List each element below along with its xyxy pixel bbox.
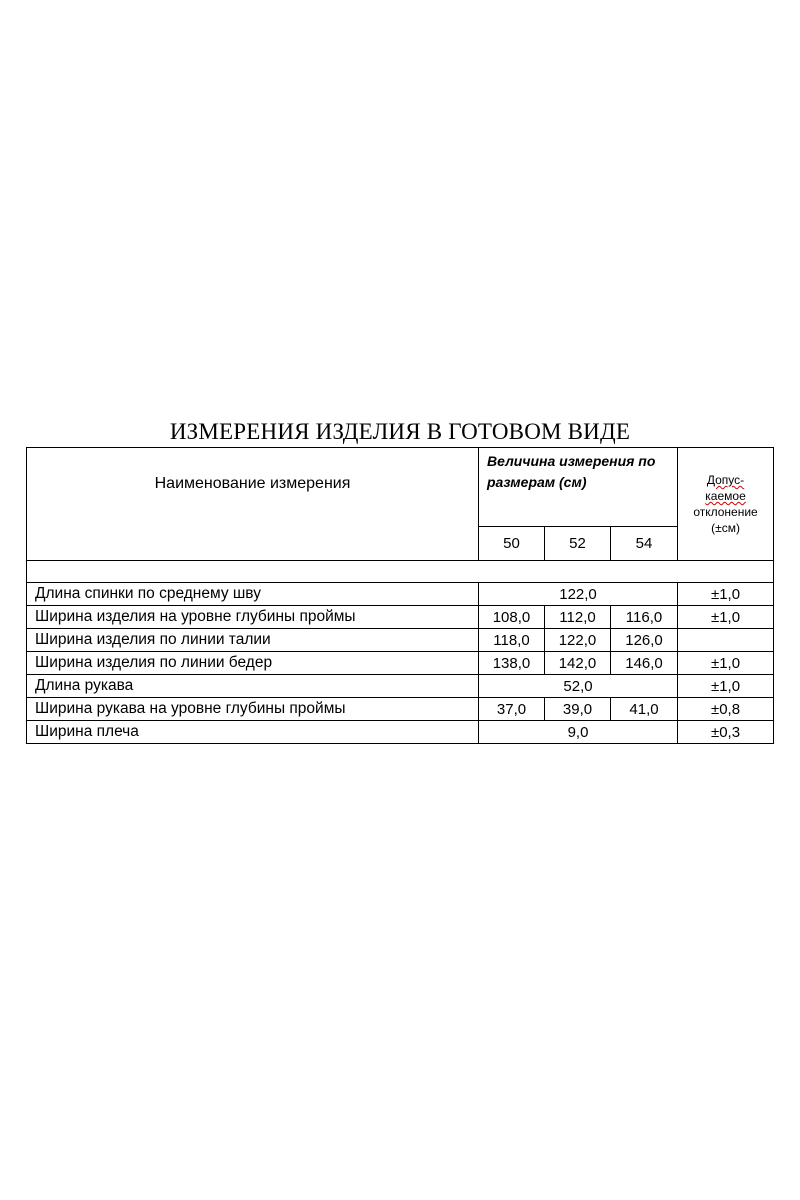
row-tolerance xyxy=(678,629,774,652)
row-tolerance: ±1,0 xyxy=(678,606,774,629)
header-tolerance-line3: отклонение xyxy=(693,505,758,519)
row-tolerance: ±0,8 xyxy=(678,698,774,721)
row-value-54: 126,0 xyxy=(611,629,678,652)
row-name: Ширина плеча xyxy=(27,721,479,744)
row-value-50: 118,0 xyxy=(479,629,545,652)
row-tolerance: ±0,3 xyxy=(678,721,774,744)
row-name: Ширина изделия по линии бедер xyxy=(27,652,479,675)
header-row xyxy=(27,448,774,527)
row-tolerance: ±1,0 xyxy=(678,675,774,698)
row-value-54: 146,0 xyxy=(611,652,678,675)
row-value-54: 41,0 xyxy=(611,698,678,721)
table-row xyxy=(27,606,774,629)
table-row xyxy=(27,583,774,606)
size-52-header: 52 xyxy=(545,526,611,560)
row-value-50: 108,0 xyxy=(479,606,545,629)
row-merged-value: 9,0 xyxy=(479,721,678,744)
header-size-group: Величина измерения по размерам (см) xyxy=(479,448,678,527)
row-tolerance: ±1,0 xyxy=(678,652,774,675)
row-value-50: 37,0 xyxy=(479,698,545,721)
row-value-52: 112,0 xyxy=(545,606,611,629)
header-tolerance-line1: Допус- xyxy=(706,473,745,487)
size-54-header: 54 xyxy=(611,526,678,560)
table-row xyxy=(27,675,774,698)
size-50-header: 50 xyxy=(479,526,545,560)
row-value-52: 142,0 xyxy=(545,652,611,675)
measurements-table xyxy=(26,447,774,744)
row-tolerance: ±1,0 xyxy=(678,583,774,606)
row-name: Длина спинки по среднему шву xyxy=(27,583,479,606)
table-row xyxy=(27,652,774,675)
spacer-cell xyxy=(27,561,774,583)
row-name: Ширина изделия по линии талии xyxy=(27,629,479,652)
row-name: Ширина изделия на уровне глубины проймы xyxy=(27,606,479,629)
row-name: Длина рукава xyxy=(27,675,479,698)
row-merged-value: 52,0 xyxy=(479,675,678,698)
header-name-column: Наименование измерения xyxy=(27,448,479,561)
spacer-row xyxy=(27,561,774,583)
row-value-52: 39,0 xyxy=(545,698,611,721)
table-title: ИЗМЕРЕНИЯ ИЗДЕЛИЯ В ГОТОВОМ ВИДЕ xyxy=(169,419,631,444)
header-tolerance xyxy=(678,448,774,561)
table-row xyxy=(27,629,774,652)
row-value-54: 116,0 xyxy=(611,606,678,629)
table-row xyxy=(27,698,774,721)
header-tolerance-line4: (±см) xyxy=(711,521,740,535)
row-value-50: 138,0 xyxy=(479,652,545,675)
row-value-52: 122,0 xyxy=(545,629,611,652)
header-tolerance-line2: каемое xyxy=(705,489,746,503)
row-merged-value: 122,0 xyxy=(479,583,678,606)
row-name: Ширина рукава на уровне глубины проймы xyxy=(27,698,479,721)
table-row xyxy=(27,721,774,744)
